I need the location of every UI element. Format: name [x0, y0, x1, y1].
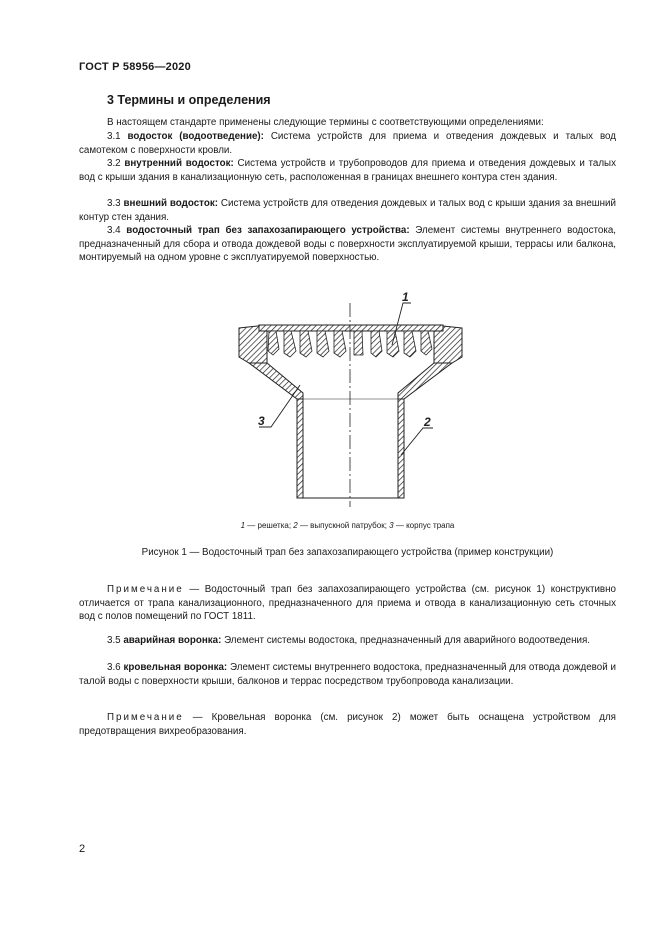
legend-text: — выпускной патрубок; — [297, 521, 390, 530]
term-definition: Система устройств для отведения дождевых и талых вод с крыши здания за внешний контур стен здания. — [79, 198, 616, 223]
note-2 — [79, 711, 616, 738]
term-definition: Система устройств и трубопроводов для приема и отведения дождевых и талых вод с крыши здания в канализационную сеть, расположенная в границах внешнего контура стен здания. — [79, 158, 617, 183]
page-number: 2 — [79, 843, 86, 855]
section-title: 3 Термины и определения — [107, 93, 271, 107]
figure-trap-drawing — [79, 285, 616, 515]
note-text: — Водосточный трап без запахозапирающего устройства (см. рисунок 1) конструктивно отличается от трапа канализационного, предназначенного для приема и отвода в канализационную сеть сточных вод с полов помещений по ГОСТ 1811. — [79, 584, 616, 623]
intro-text: В настоящем стандарте применены следующие термины с соответствующими определениями: — [107, 117, 544, 128]
term-number: 3.6 — [107, 662, 124, 673]
term-name: аварийная воронка: — [123, 635, 222, 646]
term-definition: Элемент системы внутреннего водостока, предназначенный для сбора и отвода дождевой воды с поверхности эксплуатируемой крыши, террасы или балкона, монтируемый на одном уровне с эксплуатируемой поверхностью. — [79, 225, 616, 264]
figure-legend — [79, 521, 616, 530]
outlet-pipe-right — [398, 399, 404, 498]
term-name: водосток (водоотведение): — [127, 131, 264, 142]
note-text: — Кровельная воронка (см. рисунок 2) может быть оснащена устройством для предотвращения вихреобразования. — [79, 712, 616, 737]
callout-3: 3 — [258, 414, 265, 428]
term-3-4 — [79, 224, 616, 265]
legend-number: 1 — [240, 521, 246, 530]
legend-number: 2 — [293, 521, 298, 530]
term-number: 3.5 — [107, 635, 124, 646]
term-3-1 — [79, 130, 616, 157]
term-name: внутренний водосток: — [124, 158, 234, 169]
term-3-5 — [79, 634, 616, 648]
term-definition: Элемент системы внутреннего водостока, предназначенный для отвода дождевой и талой воды с поверхности крыши, балконов и террас посредством трубопровода канализации. — [79, 662, 616, 687]
term-definition: Элемент системы водостока, предназначенный для аварийного водоотведения. — [221, 635, 591, 646]
term-number: 3.2 — [107, 158, 125, 169]
trap-body-funnel — [249, 363, 303, 399]
term-definition: Система устройств для приема и отведения дождевых и талых вод самотеком с поверхности кровли. — [79, 131, 616, 156]
legend-text: — корпус трапа — [393, 521, 455, 530]
grate-top — [259, 325, 443, 331]
term-number: 3.3 — [107, 198, 124, 209]
term-number: 3.4 — [107, 225, 127, 236]
trap-body-funnel — [398, 363, 452, 399]
callout-leader-2 — [401, 428, 433, 455]
term-3-3 — [79, 197, 616, 224]
term-name: кровельная воронка: — [123, 662, 228, 673]
callout-2: 2 — [424, 415, 431, 429]
outlet-pipe-left — [297, 399, 303, 498]
intro-paragraph — [79, 116, 616, 130]
trap-drawing — [79, 285, 616, 515]
term-name: водосточный трап без запахозапирающего устройства: — [126, 225, 410, 236]
term-number: 3.1 — [107, 131, 128, 142]
term-3-2 — [79, 157, 616, 184]
callout-1: 1 — [402, 290, 409, 304]
term-name: внешний водосток: — [123, 198, 219, 209]
note-label: Примечание — [107, 584, 184, 595]
legend-text: — решетка; — [245, 521, 294, 530]
term-3-6 — [79, 661, 616, 688]
note-1 — [79, 583, 616, 624]
legend-number: 3 — [389, 521, 394, 530]
note-label: Примечание — [107, 712, 184, 723]
figure-caption: Рисунок 1 — Водосточный трап без запахозапирающего устройства (пример конструкции) — [141, 547, 554, 558]
document-header: ГОСТ Р 58956—2020 — [79, 61, 191, 73]
